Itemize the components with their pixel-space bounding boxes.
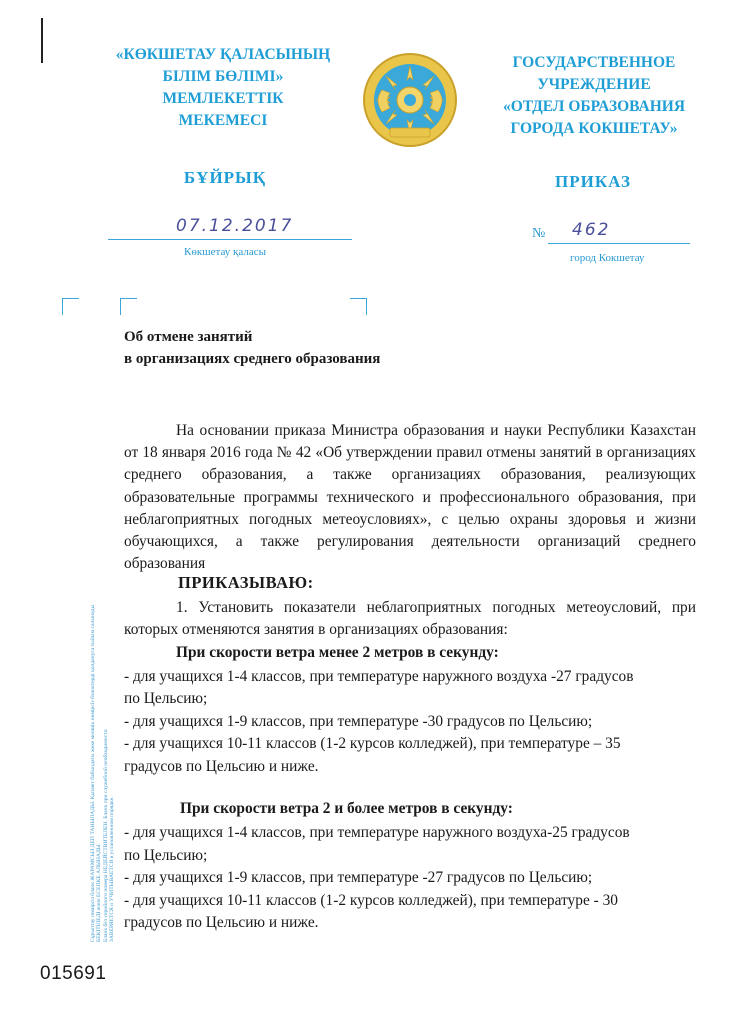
condition-line: - для учащихся 1-9 классов, при температуре -30 градусов по Цельсию; — [124, 713, 593, 730]
header-right-line: ГОСУДАРСТВЕННОЕ — [512, 54, 676, 71]
header-right-line: ГОРОДА КОКШЕТАУ» — [510, 120, 678, 137]
condition-line: - для учащихся 1-4 классов, при температуре наружного воздуха -27 градусов — [124, 668, 634, 685]
order-word: ПРИКАЗЫВАЮ: — [178, 573, 314, 592]
header-right-line: УЧРЕЖДЕНИЕ — [537, 76, 651, 93]
condition-line: - для учащихся 10-11 классов (1-2 курсов колледжей), при температуре – 35 — [124, 735, 621, 752]
date-handwritten: 07.12.2017 — [176, 216, 294, 236]
header-left-line: «КӨКШЕТАУ ҚАЛАСЫНЫҢ — [115, 46, 331, 63]
preamble-paragraph: На основании приказа Министра образования и науки Республики Казахстан от 18 января 2016 года № 42 «Об утверждении правил отмены занятий в организациях среднего образования, а также организациях образования, реализующих образовательные программы технического и профессионального образования, при неблагоприятных погодных метеоусловиях», с целью охраны здоровья и жизни обучающихся, а также регулирования деятельности организаций среднего образования — [124, 422, 696, 573]
margin-note-line: Сұрыптау нөмірсіз бланк ЖАРАМСЫЗ ДЕП ТАНЫЛАДЫ. Қызмет бабындағы жеке меншік нөмірсіз бланктерді қолдануға тыйым салынады — [90, 604, 96, 942]
order-title-line: Об отмене занятий — [124, 329, 253, 345]
condition-line: - для учащихся 1-9 классов, при температуре -27 градусов по Цельсию; — [124, 869, 593, 886]
margin-note-line: ЗАВЕРЯЕТСЯ и УЧИТЫВАЕТСЯ в установленном порядке. — [109, 796, 116, 942]
doc-type-ru: ПРИКАЗ — [555, 172, 631, 191]
order-title-line: в организациях среднего образования — [124, 351, 381, 367]
condition-line: - для учащихся 10-11 классов (1-2 курсов колледжей), при температуре - 30 — [124, 892, 618, 909]
header-left-org — [88, 44, 358, 132]
number-line — [548, 242, 690, 244]
header-left-line: МЕКЕМЕСІ — [178, 112, 268, 129]
header-right-line: «ОТДЕЛ ОБРАЗОВАНИЯ — [502, 98, 686, 115]
header-left-line: МЕМЛЕКЕТТІК — [162, 90, 284, 107]
number-handwritten: 462 — [572, 220, 611, 240]
condition-line: градусов по Цельсию и ниже. — [124, 758, 319, 775]
condition-1-heading: При скорости ветра менее 2 метров в секунду: — [176, 644, 499, 661]
order-title — [124, 326, 380, 370]
scan-edge-mark — [41, 18, 43, 63]
header-left-line: БІЛІМ БӨЛІМІ» — [162, 68, 284, 85]
corner-bracket — [120, 298, 137, 315]
blank-serial-number: 015691 — [40, 963, 107, 984]
number-sign: № — [532, 226, 546, 241]
corner-bracket — [62, 298, 79, 315]
condition-line: градусов по Цельсию и ниже. — [124, 914, 319, 931]
condition-line: по Цельсию; — [124, 690, 208, 707]
corner-bracket — [350, 298, 367, 315]
city-ru: город Кокшетау — [570, 252, 645, 264]
item-1: 1. Установить показатели неблагоприятных погодных метеоусловий, при которых отменяются занятия в организациях образования: — [124, 599, 696, 639]
condition-2-heading: При скорости ветра 2 и более метров в секунду: — [180, 800, 513, 817]
city-kz: Көкшетау қаласы — [184, 246, 267, 258]
margin-note-line: БЕКІТІЛЕДІ және ЕСЕПКЕ АЛЫНАДЫ. — [96, 842, 103, 942]
header-right-org — [476, 52, 712, 140]
condition-line: по Цельсию; — [124, 847, 208, 864]
margin-note-line: Бланк без серийного номера НЕДЕЙСТВИТЕЛЕН. Бланк при служебной необходимости — [102, 729, 109, 942]
date-line — [108, 238, 352, 240]
condition-line: - для учащихся 1-4 классов, при температуре наружного воздуха-25 градусов — [124, 824, 630, 841]
doc-type-kz: БҰЙРЫҚ — [183, 168, 267, 187]
state-emblem-icon — [360, 50, 460, 150]
